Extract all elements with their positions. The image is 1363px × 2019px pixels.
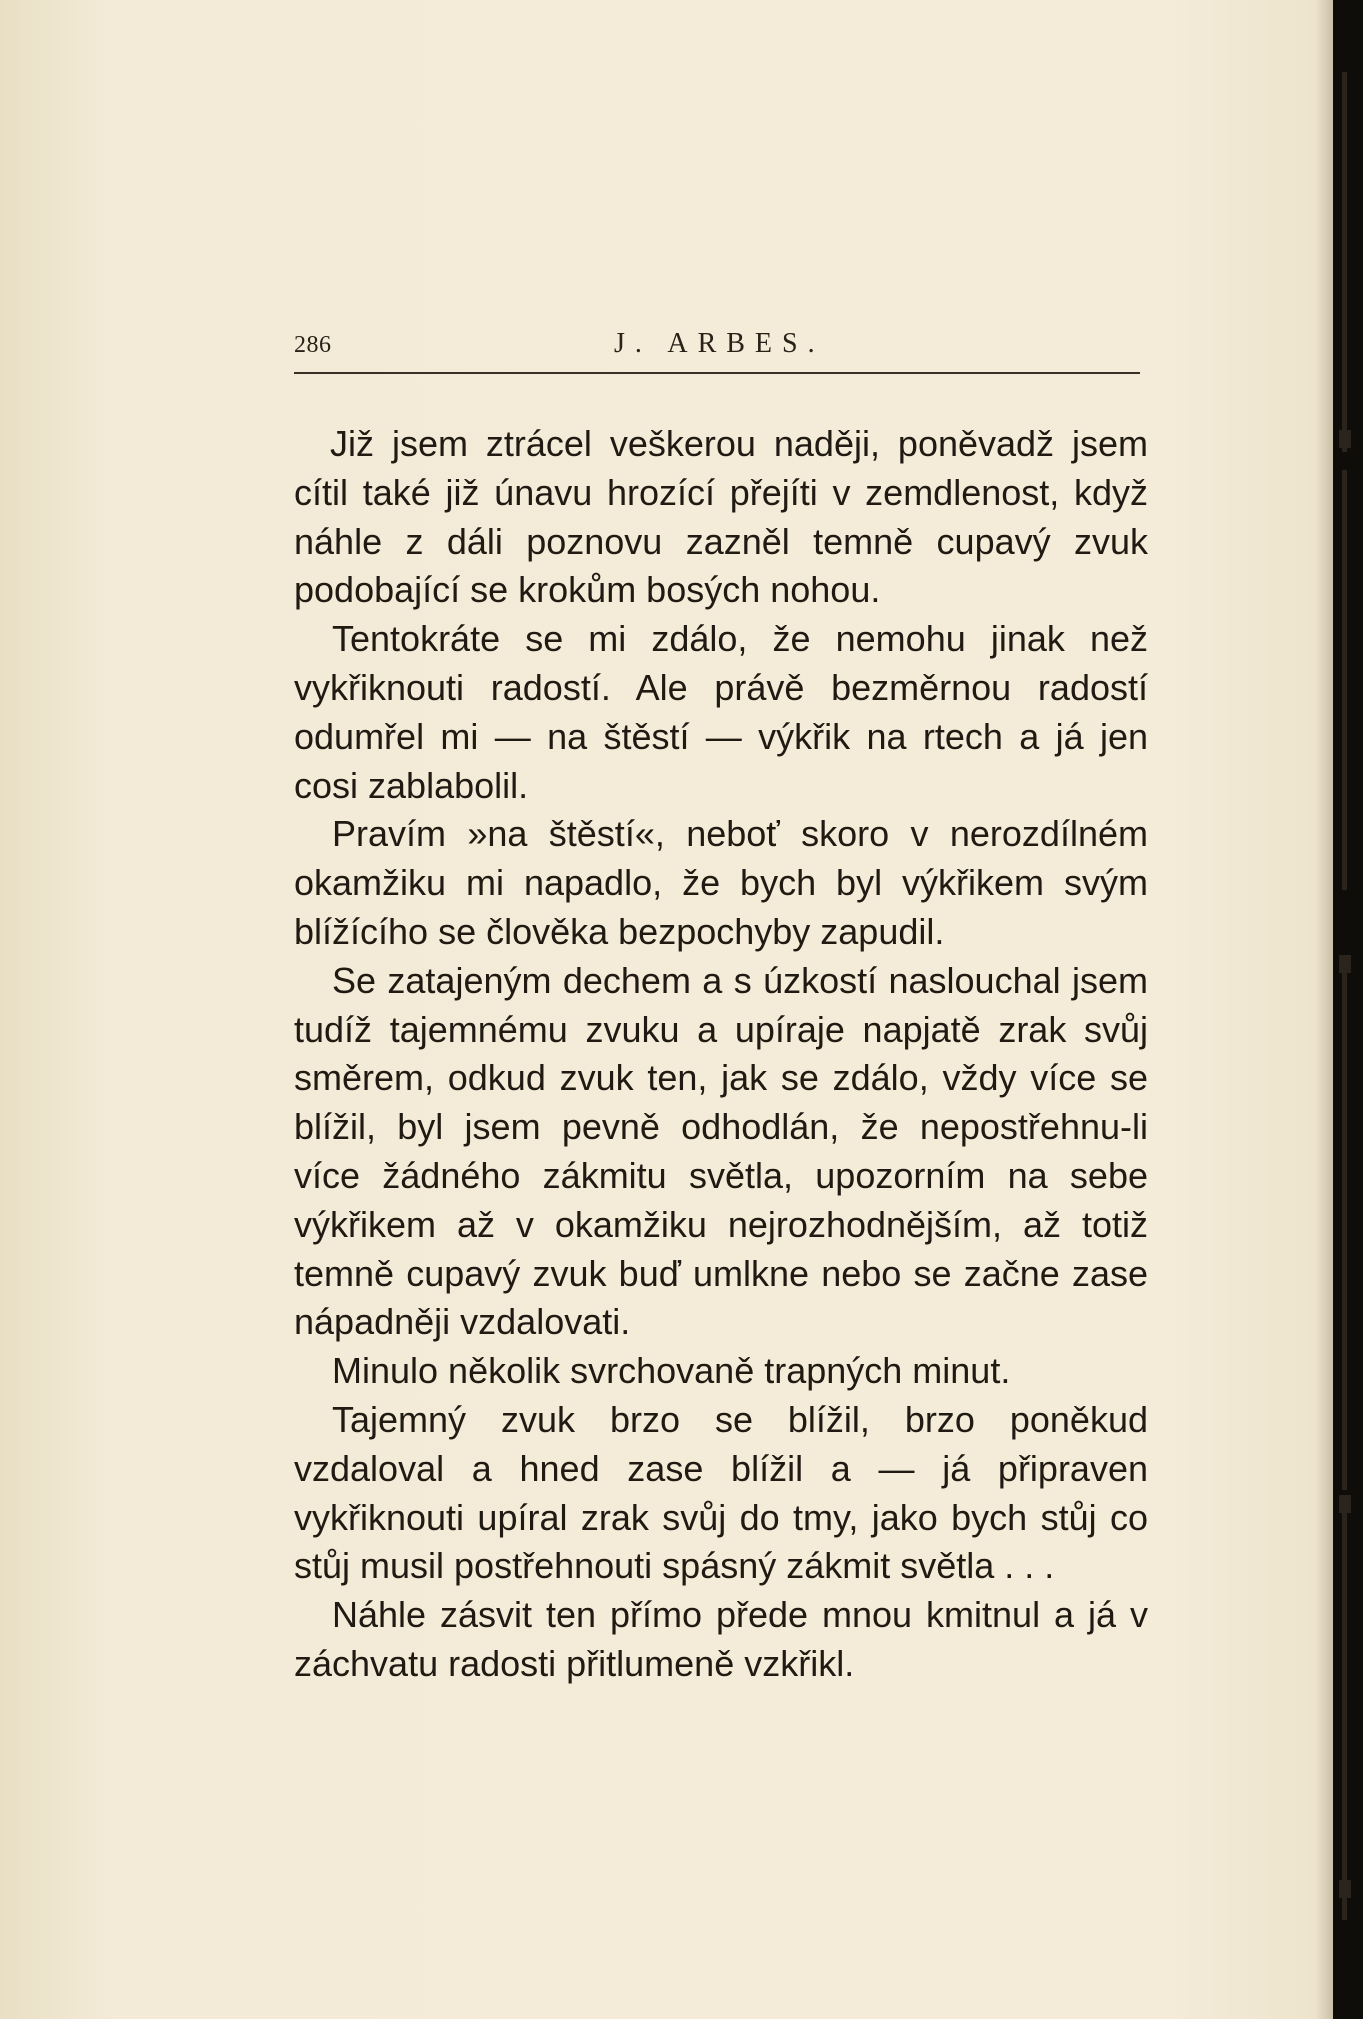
- header-rule: [294, 372, 1140, 374]
- binding-tab: [1339, 430, 1351, 448]
- binding-tab: [1339, 1495, 1351, 1513]
- paragraph: Náhle zásvit ten přímo přede mnou kmitnul a já v záchvatu radosti přitlumeně vzkřikl.: [294, 1594, 1148, 1684]
- binding-mark: [1342, 970, 1347, 1490]
- paragraph: Se zatajeným dechem a s úzkostí naslouchal jsem tudíž tajemnému zvuku a upíraje napjatě zrak svůj směrem, odkud zvuk ten, jak se zdálo, vždy více se blížil, byl jsem pevně odhodlán, že nepostřehnu-li více žádného zákmitu světla, upozorním na sebe výkřikem až v okamžiku nejrozhodnějším, až totiž temně cupavý zvuk buď umlkne nebo se začne zase nápadněji vzdalovati.: [294, 959, 1148, 1343]
- body-text: [294, 420, 1148, 1689]
- paragraph: Tentokráte se mi zdálo, že nemohu jinak než vykřiknouti radostí. Ale právě bezměrnou radostí odumřel mi — na štěstí — výkřik na rtech a já jen cosi zablabolil.: [294, 618, 1148, 806]
- page-number: 286: [294, 332, 332, 358]
- paragraph: Tajemný zvuk brzo se blížil, brzo poněkud vzdaloval a hned zase blížil a — já připraven vykřiknouti upíral zrak svůj do tmy, jako bych stůj co stůj musil postřehnouti spásný zákmit světla . . .: [294, 1398, 1148, 1587]
- binding-tab: [1339, 955, 1351, 973]
- running-head: J. ARBES.: [614, 328, 825, 359]
- binding-tab: [1339, 1880, 1351, 1898]
- page-edge-shadow: [1315, 0, 1333, 2019]
- book-binding-edge: [1333, 0, 1363, 2019]
- binding-mark: [1342, 72, 1347, 452]
- paragraph: Minulo několik svrchovaně trapných minut.: [332, 1350, 1011, 1392]
- paragraph: Pravím »na štěstí«, neboť skoro v nerozdílném okamžiku mi napadlo, že bych byl výkřikem svým blížícího se člověka bezpochyby zapudil.: [294, 813, 1148, 952]
- paragraph: Již jsem ztrácel veškerou naději, poněvadž jsem cítil také již únavu hrozící přejíti v zemdlenost, když náhle z dáli poznovu zazněl temně cupavý zvuk podobající se krokům bosých nohou.: [294, 423, 1148, 611]
- page-header: [294, 326, 1140, 370]
- binding-mark: [1342, 1500, 1347, 1920]
- binding-mark: [1342, 470, 1347, 890]
